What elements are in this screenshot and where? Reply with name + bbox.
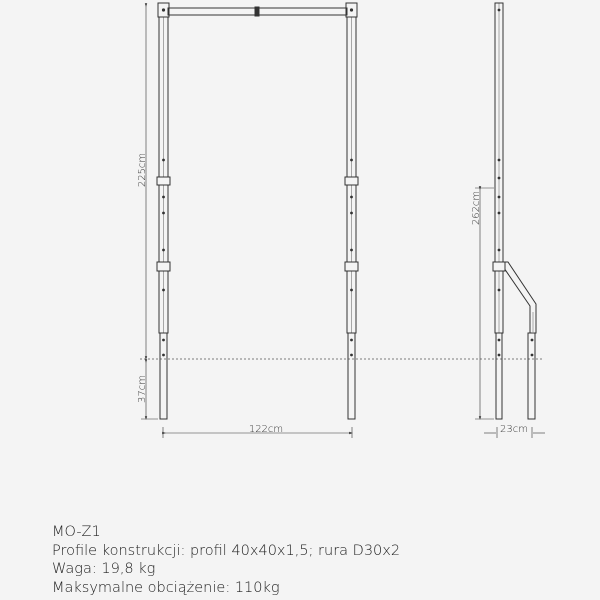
front-view [157, 3, 358, 419]
front-right-post [346, 3, 357, 419]
model-name: MO-Z1 [52, 524, 101, 540]
side-depth-label: 23cm [500, 424, 528, 435]
front-height-lower-label: 37cm [137, 375, 148, 403]
front-clamps [157, 177, 358, 271]
side-clamps [493, 262, 505, 271]
front-bolt-holes [162, 8, 353, 356]
weight: Waga: 19,8 kg [52, 561, 156, 577]
front-crossbar [168, 7, 347, 16]
side-height-label: 262cm [471, 190, 482, 226]
side-main-post [495, 3, 503, 419]
front-height-upper-label: 225cm [137, 152, 148, 188]
front-left-post [158, 3, 169, 419]
max-load: Maksymalne obciążenie: 110kg [52, 579, 280, 596]
specifications [52, 523, 400, 597]
front-dimensions [141, 5, 352, 438]
side-view [493, 3, 536, 419]
construction-profiles: Profile konstrukcji: profil 40x40x1,5; rura D30x2 [52, 542, 401, 559]
front-width-label: 122cm [248, 424, 284, 435]
